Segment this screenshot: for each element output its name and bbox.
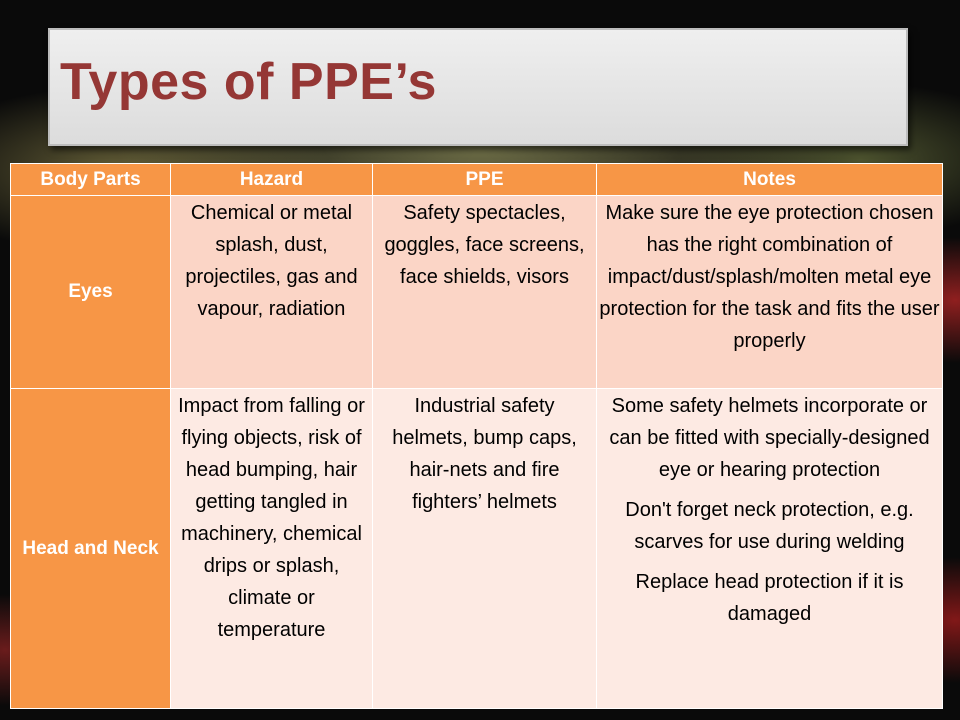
table-row — [11, 389, 943, 709]
header-hazard: Hazard — [171, 164, 373, 196]
ppe-cell: Industrial safety helmets, bump caps, hair-nets and fire fighters’ helmets — [373, 389, 597, 709]
note-paragraph: Don't forget neck protection, e.g. scarves for use during welding — [625, 499, 914, 553]
note-paragraph: Replace head protection if it is damaged — [635, 571, 904, 625]
ppe-cell: Safety spectacles, goggles, face screens, face shields, visors — [373, 196, 597, 389]
table-header-row — [11, 164, 943, 196]
note-paragraph: Make sure the eye protection chosen has the right combination of impact/dust/splash/molten metal eye protection for the task and fits the user properly — [599, 202, 940, 352]
notes-cell — [597, 389, 943, 709]
header-notes: Notes — [597, 164, 943, 196]
notes-cell — [597, 196, 943, 389]
header-ppe: PPE — [373, 164, 597, 196]
note-paragraph: Some safety helmets incorporate or can be fitted with specially-designed eye or hearing protection — [609, 395, 930, 481]
body-part-cell: Head and Neck — [11, 389, 171, 709]
title-box — [48, 28, 908, 146]
slide-title: Types of PPE’s — [60, 53, 437, 111]
hazard-cell: Impact from falling or flying objects, risk of head bumping, hair getting tangled in machinery, chemical drips or splash, climate or temperature — [171, 389, 373, 709]
hazard-cell: Chemical or metal splash, dust, projectiles, gas and vapour, radiation — [171, 196, 373, 389]
body-part-cell: Eyes — [11, 196, 171, 389]
header-body-parts: Body Parts — [11, 164, 171, 196]
table-row — [11, 196, 943, 389]
ppe-table — [10, 163, 943, 709]
